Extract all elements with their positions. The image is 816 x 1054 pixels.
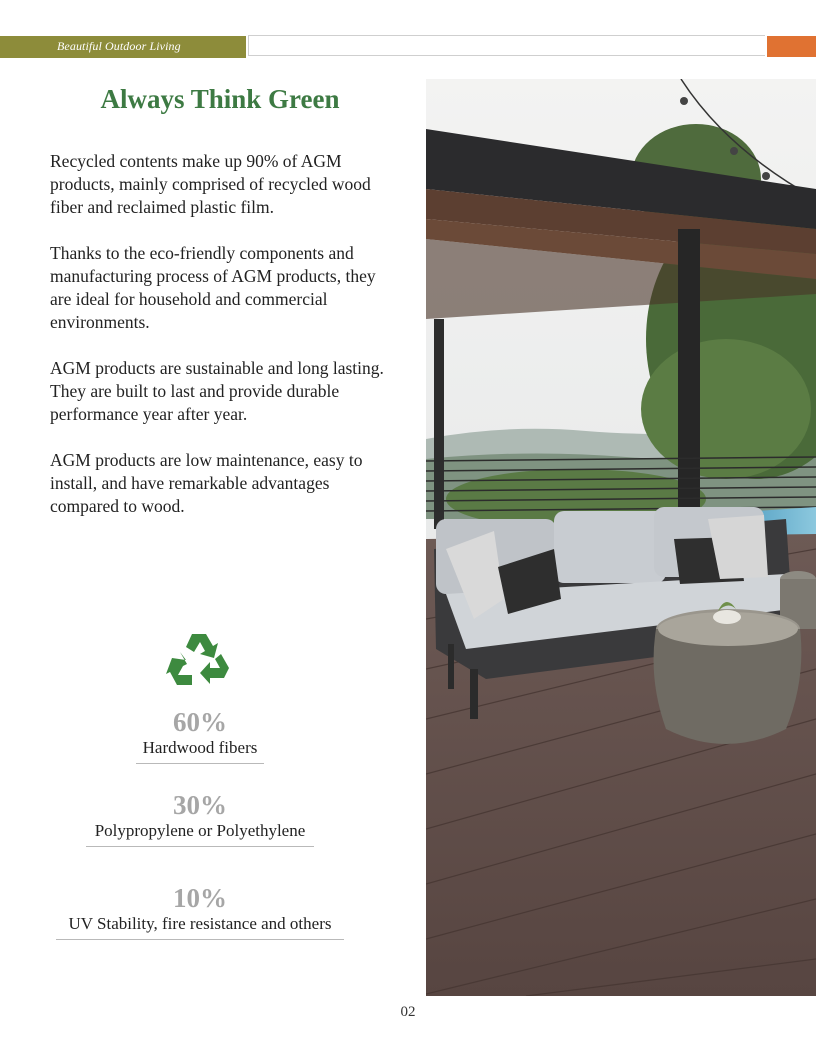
paragraph: AGM products are sustainable and long lasting. They are built to last and provide durable performance year after year.: [50, 358, 384, 424]
header-band: [0, 36, 246, 58]
stat-label: UV Stability, fire resistance and others: [68, 914, 332, 933]
paragraph: AGM products are low maintenance, easy to install, and have remarkable advantages compared to wood.: [50, 450, 363, 516]
body-copy: [50, 150, 395, 541]
stat-item: [40, 883, 360, 940]
header-tagline: Beautiful Outdoor Living: [57, 39, 181, 53]
stat-underline: [136, 763, 264, 764]
header-accent: [767, 36, 816, 57]
header-rule: [248, 35, 765, 56]
recycle-icon: [166, 630, 234, 692]
stat-label: Hardwood fibers: [142, 738, 258, 757]
page-title: Always Think Green: [100, 84, 340, 114]
stat-underline: [56, 939, 344, 940]
stat-percent: 10%: [173, 883, 227, 913]
stat-underline: [86, 846, 314, 847]
patio-photo: [426, 79, 816, 996]
stat-item: [40, 790, 360, 847]
stat-label: Polypropylene or Polyethylene: [94, 821, 306, 840]
paragraph: Thanks to the eco-friendly components and manufacturing process of AGM products, they are ideal for household and commercial environments.: [50, 243, 376, 332]
paragraph: Recycled contents make up 90% of AGM products, mainly comprised of recycled wood fiber and reclaimed plastic film.: [50, 151, 371, 217]
stat-percent: 60%: [173, 707, 227, 737]
stat-item: [40, 707, 360, 764]
stat-percent: 30%: [173, 790, 227, 820]
page-number: 02: [400, 1004, 416, 1020]
